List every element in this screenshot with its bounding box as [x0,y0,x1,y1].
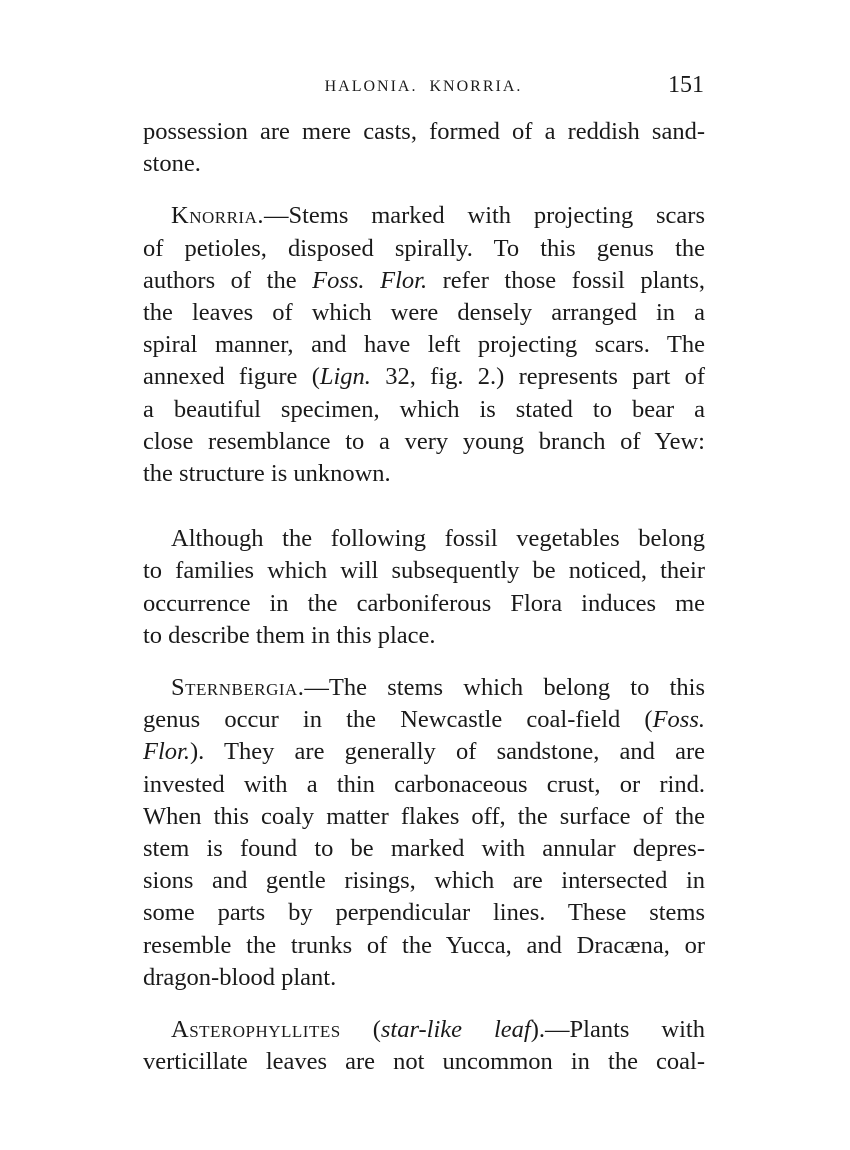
text-line [143,200,705,232]
text-line [143,704,705,736]
paragraph-fossil-vegetables [143,523,705,652]
citation-foss: Foss. [652,706,705,734]
entry-term-knorria: Knorria. [171,202,264,230]
text-fragment: —Stems marked with projecting scars [264,202,705,230]
text-fragment: authors of the [143,266,297,294]
text-line [143,1014,705,1046]
text-line: sions and gentle risings, which are intersected in [143,867,705,895]
text-fragment: annexed figure ( [143,363,320,391]
text-fragment: ).—Plants with [530,1016,705,1044]
text-fragment: 32, fig. 2.) represents part of [370,363,705,391]
text-line: When this coaly matter flakes off, the surface of the [143,802,705,830]
text-fragment: ( [340,1016,381,1044]
text-line: possession are mere casts, formed of a reddish sand- [143,118,705,145]
text-line: of petioles, disposed spirally. To this genus the [143,234,705,262]
etymology-gloss: star-like leaf [380,1016,531,1044]
text-line: stem is found to be marked with annular depres- [143,835,705,863]
paragraph-sternbergia [143,672,705,994]
text-fragment: refer those fossil plants, [442,266,705,294]
text-line: invested with a thin carbonaceous crust, or rind. [143,770,705,798]
paragraph-asterophyllites [143,1014,705,1078]
text-line [143,265,705,297]
text-line: a beautiful specimen, which is stated to bear a [143,395,705,423]
text-line: to describe them in this place. [143,621,436,649]
running-head [143,72,704,108]
text-line: dragon-blood plant. [143,963,337,991]
text-line: the leaves of which were densely arranged in a [143,299,705,327]
paragraph-knorria [143,200,705,490]
body-text [143,116,705,1078]
text-line: to families which will subsequently be noticed, their [143,557,705,585]
paragraph-continuation [143,116,705,180]
text-line: verticillate leaves are not uncommon in the coal- [143,1048,705,1076]
text-line: Although the following fossil vegetables belong [171,525,705,553]
text-line: the structure is unknown. [143,460,391,488]
text-line: close resemblance to a very young branch of Yew: [143,427,705,455]
text-line: spiral manner, and have left projecting scars. The [143,331,705,359]
text-line: resemble the trunks of the Yucca, and Dracæna, or [143,931,705,959]
entry-term-sternbergia: Sternbergia. [171,674,305,702]
citation-lign: Lign. [319,363,371,391]
text-fragment: —The stems which belong to this [304,674,705,702]
citation-foss-flor: Foss. Flor. [312,266,428,294]
text-line: occurrence in the carboniferous Flora induces me [143,589,705,617]
text-line [143,672,705,704]
entry-term-asterophyllites: Asterophyllites [171,1016,341,1044]
running-title: HALONIA. KNORRIA. [324,78,523,95]
text-fragment: genus occur in the Newcastle coal-field ( [143,706,653,734]
page-number: 151 [668,72,704,98]
citation-flor: Flor. [143,738,190,766]
text-line [143,361,705,393]
text-line [143,736,705,768]
text-line: stone. [143,150,201,178]
text-fragment: ). They are generally of sandstone, and are [189,738,705,766]
text-line: some parts by perpendicular lines. These stems [143,899,705,927]
